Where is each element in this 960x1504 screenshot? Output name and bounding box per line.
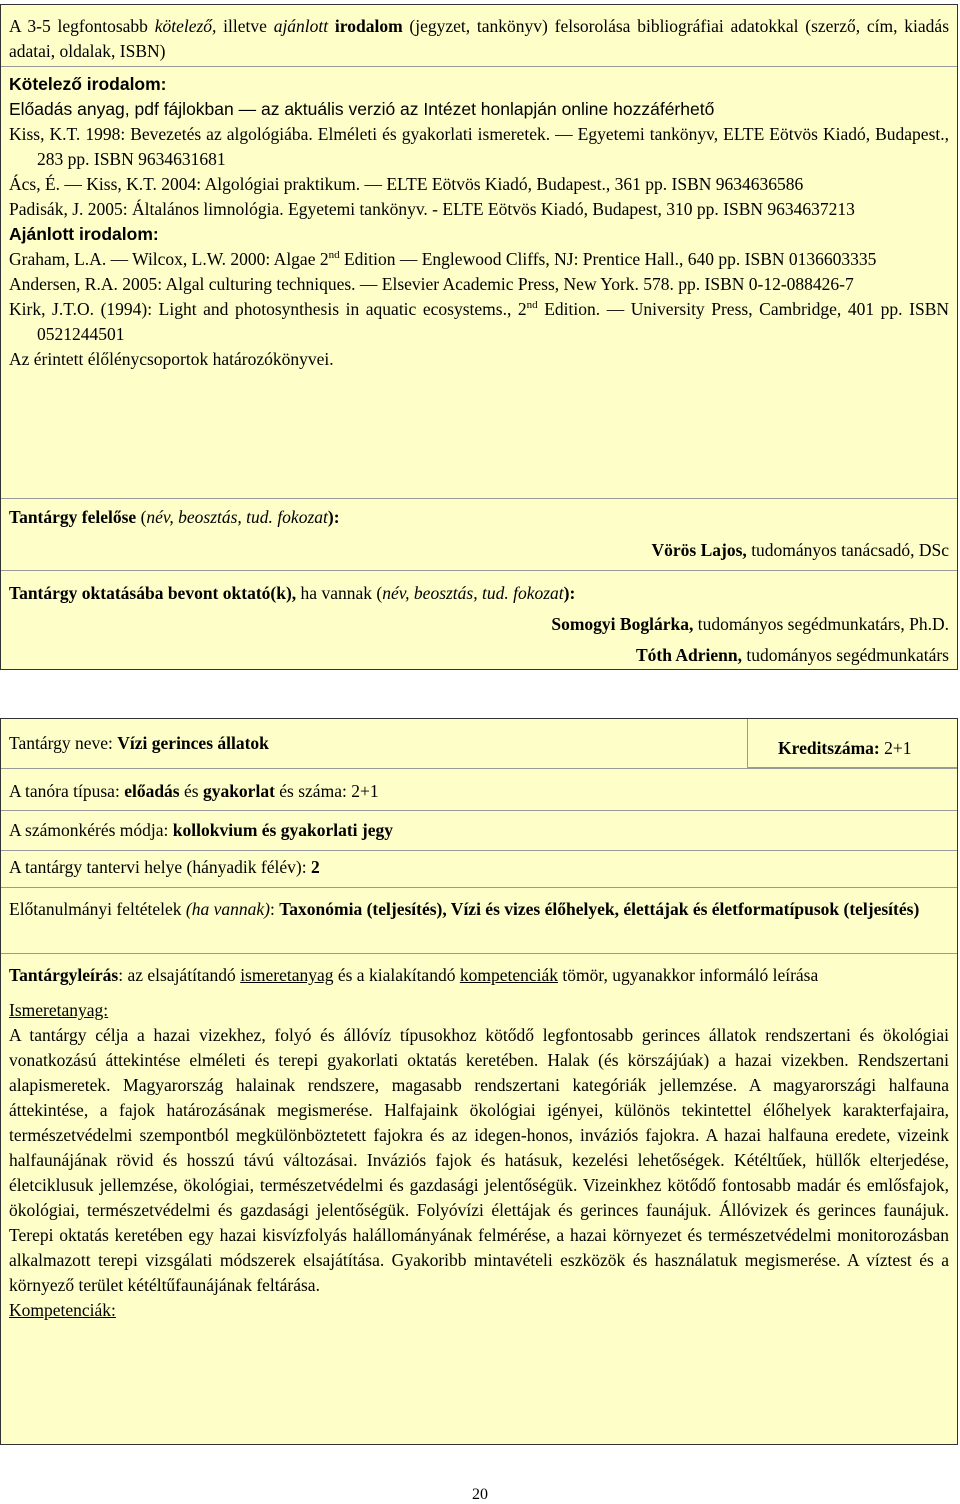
lesson-type-row: [1, 769, 957, 811]
curriculum-place-row: [1, 851, 957, 888]
required-literature-heading: Kötelező irodalom:: [9, 74, 167, 94]
description-row: [1, 954, 957, 1444]
knowledge-text: A tantárgy célja a hazai vizekhez, folyó és állóvíz típusokhoz kötődő legfontosabb gerinces állatok rendszertani és ökológiai vonatkozású áttekintése elméleti és terepi gyakorlati oktatás keretében. Halak (és körszájúak) a hazai vizekben. Rendszertani alapismeretek. Magyarország halainak rendszere, magasabb rendszertani kategóriák jellemzése. A magyarországi halfauna áttekintése, a fajok határozásának megismerése. Halfajaink ökológiai igényei, különös tekintettel élőhelyek karakterfajaira, természetvédelmi szempontból megkülönböztetett fajokra és az idegen-honos, inváziós fajokra. A hazai halfauna eredete, vizeink halfaunájának rövid és hosszú távú változásai. Inváziós fajok és hatásuk, kezelési lehetőségek. Kétéltűek, hüllők elterjedése, életciklusuk jellemzése, ökológiai, természetvédelmi és gazdasági jelentőségük. Vizeinkhez kötődő fontosabb madár és emlősfajok, ökológiai, természetvédelmi és gazdasági jelentőségük. Folyóvízi élettájak és gerinces faunájuk. Állóvizek és gerinces faunájuk. Terepi oktatás keretében egy hazai kisvízfolyás halállományának felmérése, a hazai környezet és természetvédelmi monitorozásban alkalmazott terepi vizsgálati módszerek elsajátítása. Gyakoribb mintavételi eszközök és használatuk megismerése. A víztest és a környező terület kétéltűfaunájának feltárása.: [9, 1025, 949, 1295]
teacher-toth: Tóth Adrienn, tudományos segédmunkatárs: [635, 645, 949, 665]
prerequisites: Előtanulmányi feltételek (ha vannak): Taxonómia (teljesítés), Vízi és vizes élőhelyek, élettájak és életformatípusok (teljesítés): [9, 899, 920, 919]
reference-kiss-1998: Kiss, K.T. 1998: Bevezetés az algológiába. Elméleti és gyakorlati ismeretek. ― Egyetemi tankönyv, ELTE Eötvös Kiadó, Budapest., 283 pp. ISBN 9634631681: [9, 124, 949, 169]
reference-graham-2000: Graham, L.A. ― Wilcox, L.W. 2000: Algae 2nd Edition ― Englewood Cliffs, NJ: Prentice Hall., 640 pp. ISBN 0136603335: [9, 249, 877, 269]
knowledge-heading: Ismeretanyag:: [9, 1000, 109, 1020]
reference-andersen-2005: Andersen, R.A. 2005: Algal culturing techniques. ― Elsevier Academic Press, New York. 578. pp. ISBN 0-12-088426-7: [9, 274, 854, 294]
literature-header-row: [1, 5, 957, 67]
required-literature-lecture-notes: Előadás anyag, pdf fájlokban ― az aktuális verzió az Intézet honlapján online hozzáférhető: [9, 99, 715, 119]
literature-header-text: A 3-5 legfontosabb kötelező, illetve ajánlott irodalom (jegyzet, tankönyv) felsorolása bibliográfiai adatokkal (szerző, cím, kiadás adatai, oldalak, ISBN): [9, 16, 950, 61]
literature-list-row: [1, 67, 957, 499]
responsible-row: [1, 499, 957, 571]
reference-acs-kiss-2004: Ács, É. ― Kiss, K.T. 2004: Algológiai praktikum. ― ELTE Eötvös Kiadó, Budapest., 361 pp. ISBN 9634636586: [9, 174, 804, 194]
credit-value: Kreditszáma: 2+1: [778, 738, 912, 758]
recommended-literature-heading: Ajánlott irodalom:: [9, 224, 159, 244]
subject-name: Tantárgy neve: Vízi gerinces állatok: [9, 733, 269, 753]
curriculum-place: A tantárgy tantervi helye (hányadik félév): 2: [9, 857, 320, 877]
competence-heading: Kompetenciák:: [9, 1300, 116, 1320]
responsible-person: Vörös Lajos, tudományos tanácsadó, DSc: [651, 540, 949, 560]
lesson-type: A tanóra típusa: előadás és gyakorlat és száma: 2+1: [9, 781, 379, 801]
literature-box: [0, 4, 958, 670]
description-intro: Tantárgyleírás: az elsajátítandó ismeretanyag és a kialakítandó kompetenciák tömör, ugyanakkor informáló leírása: [9, 965, 819, 985]
teachers-label: Tantárgy oktatásába bevont oktató(k), ha vannak (név, beosztás, tud. fokozat):: [9, 583, 576, 603]
responsible-label: Tantárgy felelőse (név, beosztás, tud. fokozat):: [9, 507, 340, 527]
prerequisites-row: [1, 888, 957, 954]
exam-type: A számonkérés módja: kollokvium és gyakorlati jegy: [9, 820, 393, 840]
exam-type-row: [1, 811, 957, 851]
page-number: 20: [472, 1486, 488, 1503]
reference-padisak-2005: Padisák, J. 2005: Általános limnológia. Egyetemi tankönyv. - ELTE Eötvös Kiadó, Budapest, 310 pp. ISBN 9634637213: [9, 199, 855, 219]
reference-identification-books: Az érintett élőlénycsoportok határozókönyvei.: [9, 349, 334, 369]
credit-cell: [747, 719, 957, 768]
teacher-somogyi: Somogyi Boglárka, tudományos segédmunkatárs, Ph.D.: [551, 614, 949, 634]
reference-kirk-1994: Kirk, J.T.O. (1994): Light and photosynthesis in aquatic ecosystems., 2nd Edition. ― University Press, Cambridge, 401 pp. ISBN 0521244501: [9, 299, 950, 344]
teachers-row: [1, 571, 957, 669]
subject-box: [0, 718, 958, 1445]
subject-name-row: [1, 719, 957, 769]
